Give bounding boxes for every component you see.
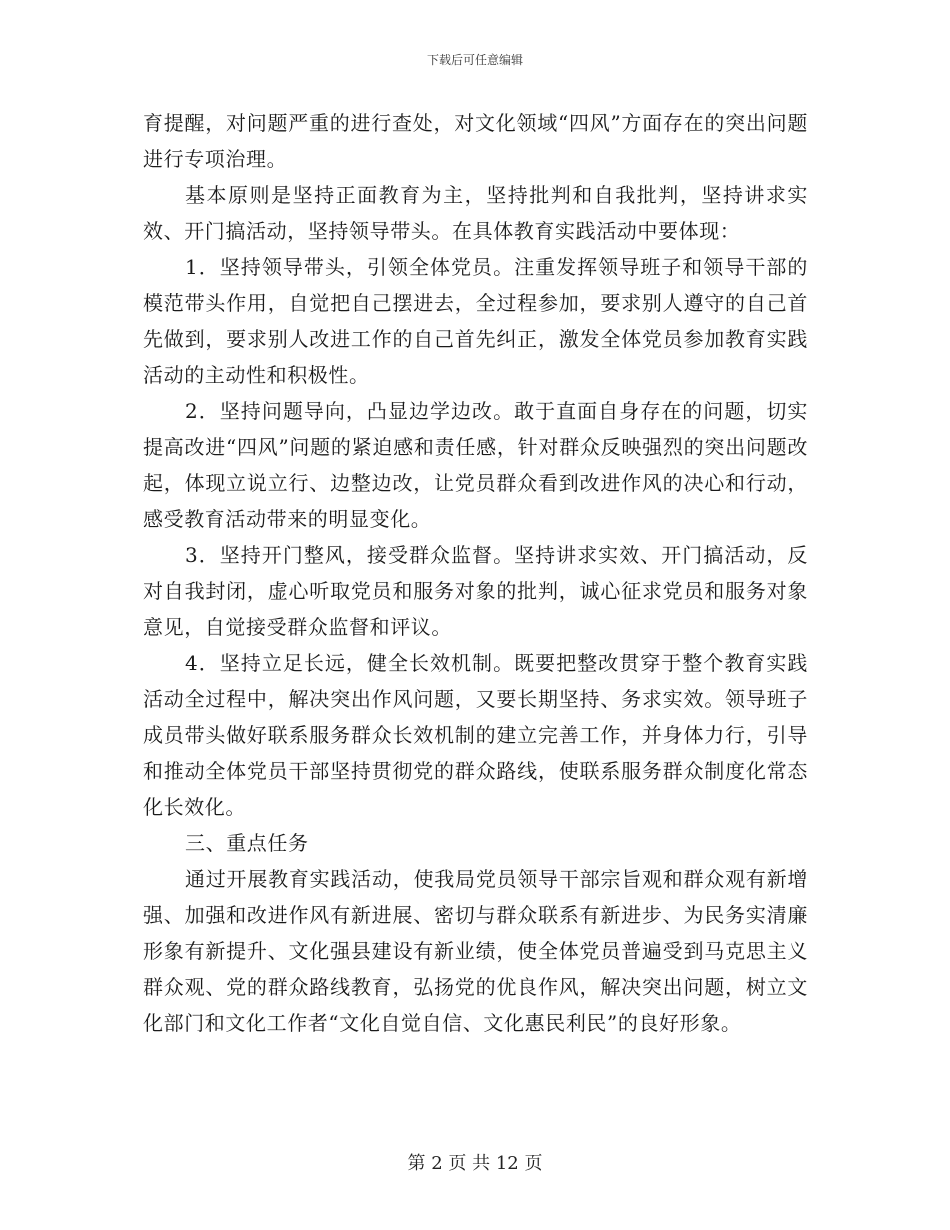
paragraph: 通过开展教育实践活动，使我局党员领导干部宗旨观和群众观有新增强、加强和改进作风有新进展、密切与群众联系有新进步、为民务实清廉形象有新提升、文化强县建设有新业绩，使全体党员普遍受到马克思主义群众观、党的群众路线教育，弘扬党的优良作风，解决突出问题，树立文化部门和文化工作者“文化自觉自信、文化惠民利民”的良好形象。	[143, 867, 808, 1035]
paragraph: 基本原则是坚持正面教育为主，坚持批判和自我批判，坚持讲求实效、开门搞活动，坚持领导带头。在具体教育实践活动中要体现：	[143, 183, 808, 243]
page-number: 第 2 页 共 12 页	[407, 1153, 543, 1174]
document-body	[143, 105, 808, 1041]
paragraph: 4．坚持立足长远，健全长效机制。既要把整改贯穿于整个教育实践活动全过程中，解决突出作风问题，又要长期坚持、务求实效。领导班子成员带头做好联系服务群众长效机制的建立完善工作，并身体力行，引导和推动全体党员干部坚持贯彻党的群众路线，使联系服务群众制度化常态化长效化。	[143, 651, 808, 819]
section-heading: 三、重点任务	[185, 831, 309, 855]
paragraph: 育提醒，对问题严重的进行查处，对文化领域“四风”方面存在的突出问题进行专项治理。	[143, 111, 808, 171]
paragraph: 3．坚持开门整风，接受群众监督。坚持讲求实效、开门搞活动，反对自我封闭，虚心听取党员和服务对象的批判，诚心征求党员和服务对象意见，自觉接受群众监督和评议。	[143, 543, 808, 639]
paragraph: 1．坚持领导带头，引领全体党员。注重发挥领导班子和领导干部的模范带头作用，自觉把自己摆进去，全过程参加，要求别人遵守的自己首先做到，要求别人改进工作的自己首先纠正，激发全体党员参加教育实践活动的主动性和积极性。	[143, 255, 808, 387]
paragraph: 2．坚持问题导向，凸显边学边改。敢于直面自身存在的问题，切实提高改进“四风”问题的紧迫感和责任感，针对群众反映强烈的突出问题改起，体现立说立行、边整边改，让党员群众看到改进作风的决心和行动，感受教育活动带来的明显变化。	[143, 399, 808, 531]
page-header-note: 下载后可任意编辑	[426, 53, 523, 67]
